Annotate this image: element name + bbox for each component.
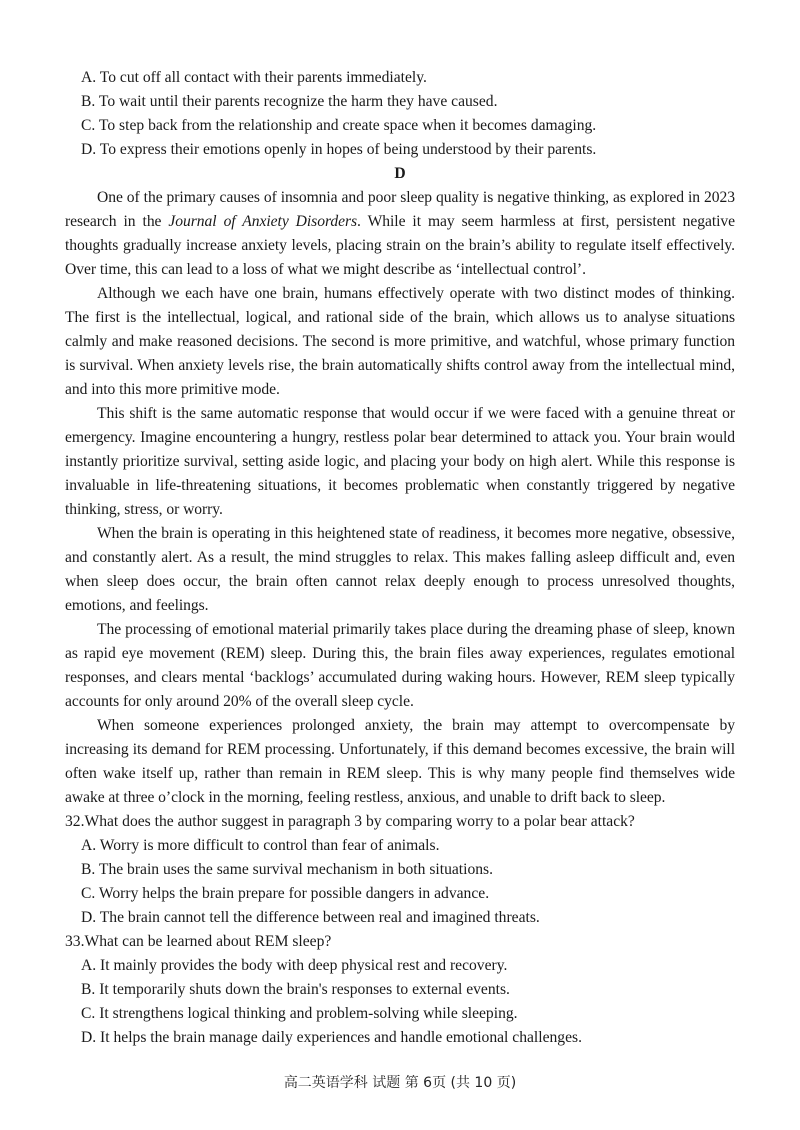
page-footer: 高二英语学科 试题 第 6页 (共 10 页): [283, 1075, 517, 1091]
paragraph-5: The processing of emotional material primarily takes place during the dreaming phase of sleep, known as rapid eye movement (REM) sleep. During this, the brain files away experiences, regulates emotional responses, and clears mental ‘backlogs’ accumulated during waking hours. However, REM sleep typically accounts for only around 20% of the overall sleep cycle.: [65, 621, 735, 710]
paragraph-6: When someone experiences prolonged anxiety, the brain may attempt to overcompensate by increasing its demand for REM processing. Unfortunately, if this demand becomes excessive, the brain will often wake itself up, rather than remain in REM sleep. This is why many people find themselves wide awake at three o’clock in the morning, feeling restless, anxious, and unable to drift back to sleep.: [65, 717, 735, 806]
option-b: B. To wait until their parents recognize the harm they have caused.: [81, 93, 498, 110]
q32-option-b: B. The brain uses the same survival mechanism in both situations.: [81, 861, 494, 878]
q33-option-c: C. It strengthens logical thinking and problem-solving while sleeping.: [81, 1005, 518, 1022]
p1-text-start: One of the primary causes of insomnia and poor sleep quality is negative thinking, as explored in 2023 research in the: [65, 189, 735, 230]
q32-option-c: C. Worry helps the brain prepare for possible dangers in advance.: [81, 885, 490, 902]
question-33-stem: 33.What can be learned about REM sleep?: [65, 933, 332, 950]
journal-title: Journal of Anxiety Disorders: [168, 213, 358, 230]
reading-passage: [65, 186, 735, 810]
q32-option-a: A. Worry is more difficult to control than fear of animals.: [81, 837, 440, 854]
paragraph-1: [65, 186, 735, 282]
p1-text-end: . While it may seem harmless at first, persistent negative thoughts gradually increase anxiety levels, placing strain on the brain’s ability to regulate itself effectively. Over time, this can lead to a loss of what we might describe as ‘intellectual control’.: [65, 213, 735, 278]
q33-option-a: A. It mainly provides the body with deep physical rest and recovery.: [81, 957, 508, 974]
question-32-stem: 32.What does the author suggest in paragraph 3 by comparing worry to a polar bear attack?: [65, 813, 635, 830]
q32-option-d: D. The brain cannot tell the difference between real and imagined threats.: [81, 909, 540, 926]
section-heading: D: [394, 165, 406, 182]
option-a: A. To cut off all contact with their parents immediately.: [81, 69, 427, 86]
option-c: C. To step back from the relationship and create space when it becomes damaging.: [81, 117, 597, 134]
paragraph-4: When the brain is operating in this heightened state of readiness, it becomes more negative, obsessive, and constantly alert. As a result, the mind struggles to relax. This makes falling asleep difficult and, even when sleep does occur, the brain often cannot relax deeply enough to process unresolved thoughts, emotions, and feelings.: [65, 525, 735, 614]
q33-option-b: B. It temporarily shuts down the brain's responses to external events.: [81, 981, 510, 998]
option-d: D. To express their emotions openly in hopes of being understood by their parents.: [81, 141, 597, 158]
paragraph-3: This shift is the same automatic response that would occur if we were faced with a genuine threat or emergency. Imagine encountering a hungry, restless polar bear determined to attack you. Your brain would instantly prioritize survival, setting aside logic, and placing your body on high alert. While this response is invaluable in life-threatening situations, it becomes problematic when constantly triggered by negative thinking, stress, or worry.: [65, 405, 735, 518]
paragraph-2: Although we each have one brain, humans effectively operate with two distinct modes of thinking. The first is the intellectual, logical, and rational side of the brain, which allows us to analyse situations calmly and make reasoned decisions. The second is more primitive, and watchful, whose primary function is survival. When anxiety levels rise, the brain automatically shifts control away from the intellectual mind, and into this more primitive mode.: [65, 285, 735, 398]
q33-option-d: D. It helps the brain manage daily experiences and handle emotional challenges.: [81, 1029, 582, 1046]
